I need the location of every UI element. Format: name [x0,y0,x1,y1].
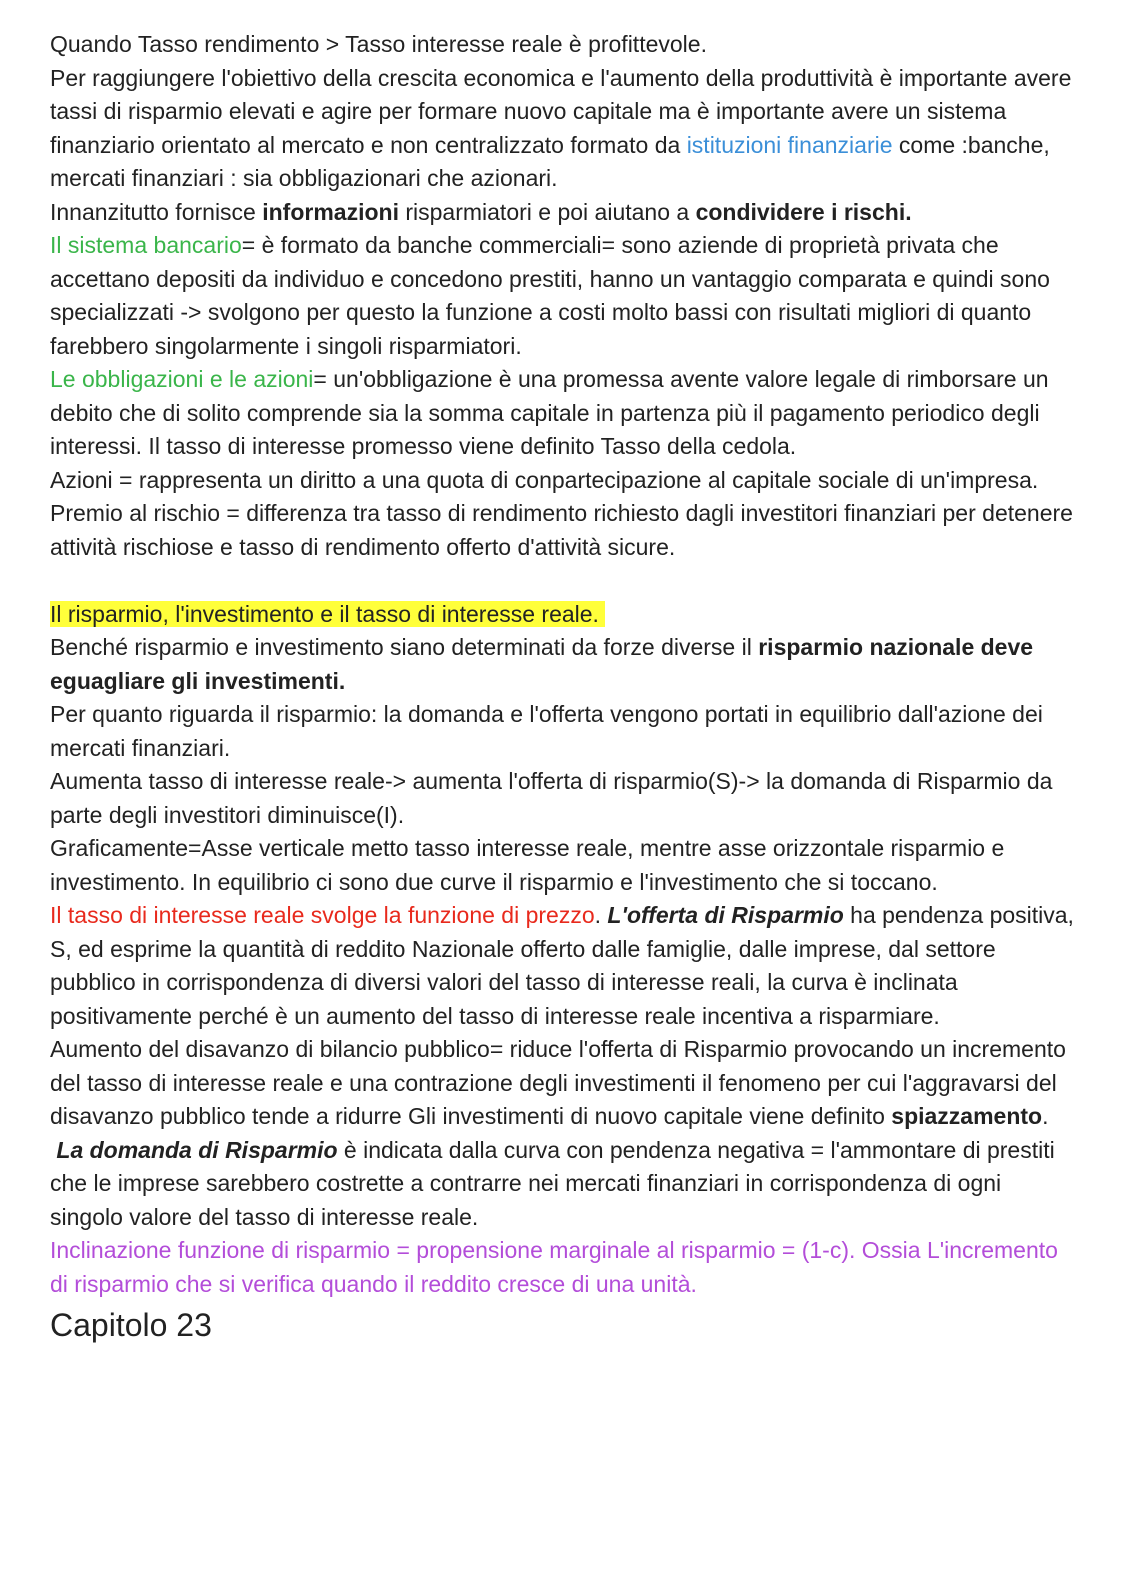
chapter-title: Capitolo 23 [50,1307,212,1343]
paragraph-8-text: Benché risparmio e investimento siano determinati da forze diverse il [50,634,759,660]
term-domanda-risparmio: La domanda di Risparmio [56,1136,338,1163]
paragraph-risparmio-nazionale [50,631,1075,698]
paragraph-14-text: è indicata dalla curva con pendenza negativa = l'ammontare di prestiti che le imprese sarebbero costrette a contrarre nei mercati finanziari in corrispondenza di ogni singolo valore del tasso di interesse reale. [50,1136,1055,1230]
term-sistema-bancario: Il sistema bancario [50,232,242,258]
paragraph-12-text: ha pendenza positiva, S, ed esprime la quantità di reddito Nazionale offerto dalle famiglie, dalle imprese, dal settore pubblico in corrispondenza di diversi valori del tasso di interesse reali, la curva è inclinata positivamente perché è un aumento del tasso di interesse reale incentiva a risparmiare. [50,902,1074,1029]
term-informazioni: informazioni [262,198,399,225]
paragraph-domanda-risparmio [50,1134,1075,1235]
paragraph-inclinazione: Inclinazione funzione di risparmio = propensione marginale al risparmio = (1-c). Ossia L'incremento di risparmio che si verifica quando il reddito cresce di una unità. [50,1237,1058,1297]
paragraph-13-text: Aumento del disavanzo di bilancio pubblico= riduce l'offerta di Risparmio provocando un incremento del tasso di interesse reale e una contrazione degli investimenti il fenomeno per cui l'aggravarsi del disavanzo pubblico tende a ridurre Gli investimenti di nuovo capitale viene definito [50,1036,1066,1129]
paragraph-9: Per quanto riguarda il risparmio: la domanda e l'offerta vengono portati in equilibrio dall'azione dei mercati finanziari. [50,701,1043,761]
paragraph-premio-rischio: Premio al rischio = differenza tra tasso di rendimento richiesto dagli investitori finanziari per detenere attività rischiose e tasso di rendimento offerto d'attività sicure. [50,500,1073,560]
paragraph-3 [50,196,1075,230]
term-istituzioni-finanziarie: istituzioni finanziarie [686,131,893,158]
paragraph-3-text-a: Innanzitutto fornisce [50,198,263,225]
paragraph-obbligazioni-text: = un'obbligazione è una promessa avente valore legale di rimborsare un debito che di solito comprende sia la somma capitale in partenza più il pagamento periodico degli interessi. Il tasso di interesse promesso viene definito Tasso della cedola. [50,366,1049,459]
term-spiazzamento: spiazzamento [891,1103,1043,1129]
paragraph-2 [50,62,1075,196]
document-page [50,28,1075,1349]
paragraph-2-text: Per raggiungere l'obiettivo della crescita economica e l'aumento della produttività è importante avere tassi di risparmio elevati e agire per formare nuovo capitale ma è importante avere un sistema finanziario orientato al mercato e non centralizzato formato da [50,64,1072,158]
paragraph-10: Aumenta tasso di interesse reale-> aumenta l'offerta di risparmio(S)-> la domanda di Risparmio da parte degli investitori diminuisce(I). [50,768,1053,828]
paragraph-sistema-bancario-text: = è formato da banche commerciali= sono aziende di proprietà privata che accettano depositi da individuo e concedono prestiti, hanno un vantaggio comparata e quindi sono specializzati -> svolgono per questo la funzione a costi molto bassi con risultati migliori di quanto farebbero singolarmente i singoli risparmiatori. [50,232,1050,359]
paragraph-12-dot: . [594,902,608,928]
paragraph-1: Quando Tasso rendimento > Tasso interesse reale è profittevole. [50,31,707,57]
blank-line [50,564,1075,598]
highlighted-heading: Il risparmio, l'investimento e il tasso di interesse reale. [50,601,605,627]
paragraph-13-end: . [1042,1103,1049,1129]
paragraph-11: Graficamente=Asse verticale metto tasso interesse reale, mentre asse orizzontale risparmio e investimento. In equilibrio ci sono due curve il risparmio e l'investimento che si toccano. [50,835,1005,895]
term-condividere-rischi: condividere i rischi. [695,198,912,225]
paragraph-obbligazioni [50,363,1075,464]
paragraph-offerta-risparmio [50,899,1075,1033]
term-funzione-prezzo: Il tasso di interesse reale svolge la funzione di prezzo [50,902,595,928]
term-obbligazioni-azioni: Le obbligazioni e le azioni [50,366,314,392]
paragraph-2-end: come :banche, mercati finanziari : sia obbligazionari che azionari. [50,131,1050,191]
section-heading [50,598,1075,632]
paragraph-disavanzo [50,1033,1075,1134]
paragraph-3-text-c: risparmiatori e poi aiutano a [398,198,696,225]
term-offerta-risparmio: L'offerta di Risparmio [607,902,844,928]
term-risparmio-nazionale: risparmio nazionale deve eguagliare gli investimenti. [50,634,1034,694]
paragraph-azioni: Azioni = rappresenta un diritto a una quota di conpartecipazione al capitale sociale di un'impresa. [50,466,1039,493]
paragraph-sistema-bancario [50,229,1075,363]
